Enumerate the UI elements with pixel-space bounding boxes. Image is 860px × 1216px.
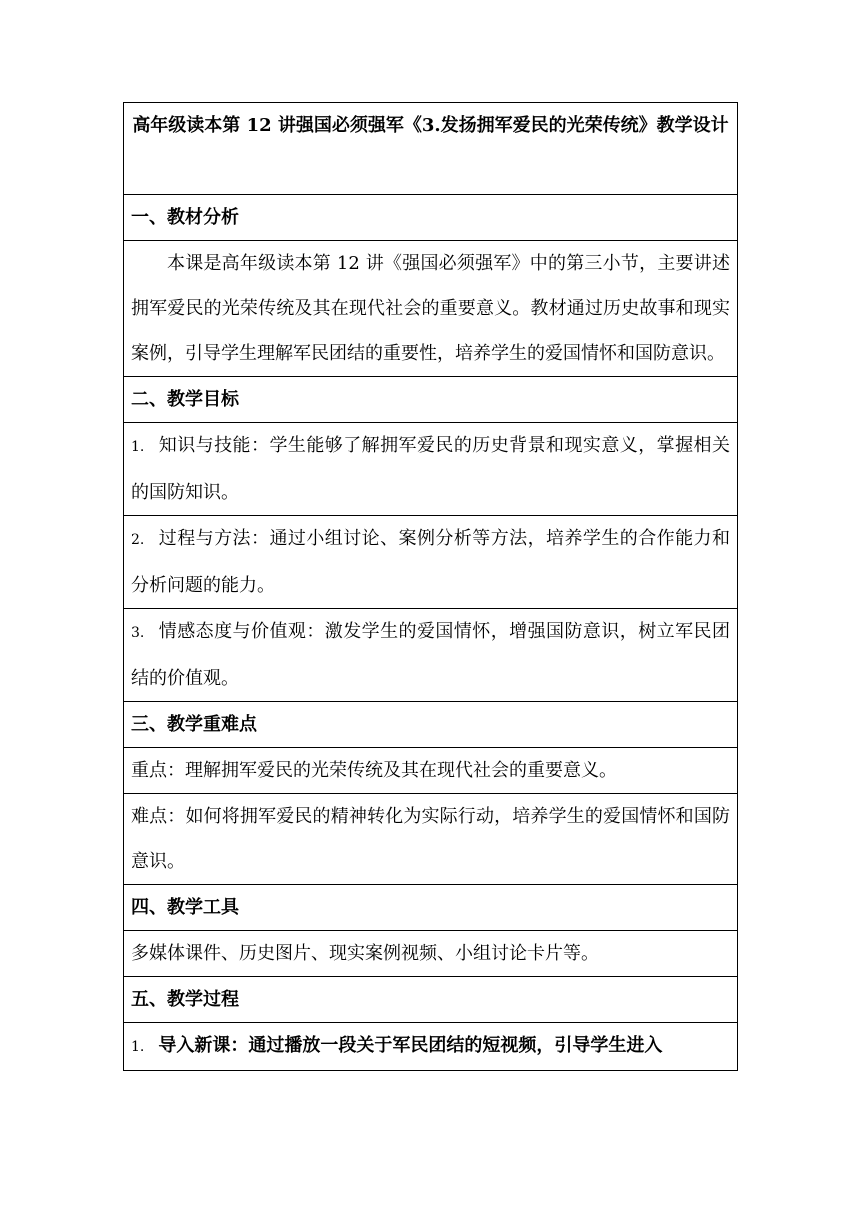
goal-number: 2. [131,532,145,548]
key-point-row [124,748,738,794]
section-heading-row [124,977,738,1023]
teaching-tools-text: 多媒体课件、历史图片、现实案例视频、小组讨论卡片等。 [124,931,738,977]
difficulty-row [124,794,738,885]
lesson-plan-table [123,102,738,1071]
section-heading-teaching-process: 五、教学过程 [124,977,738,1023]
goal-text: 知识与技能：学生能够了解拥军爱民的历史背景和现实意义，掌握相关的国防知识。 [131,435,730,503]
process-item [124,1023,738,1071]
goal-item [124,423,738,516]
process-text: 导入新课：通过播放一段关于军民团结的短视频，引导学生进入 [158,1035,663,1056]
goal-text: 过程与方法：通过小组讨论、案例分析等方法，培养学生的合作能力和分析问题的能力。 [131,528,730,596]
goal-row [124,423,738,516]
section-heading-row [124,702,738,748]
title-row [124,103,738,195]
goal-number: 1. [131,439,145,455]
section-heading-teaching-goals: 二、教学目标 [124,377,738,423]
key-point-text: 重点：理解拥军爱民的光荣传统及其在现代社会的重要意义。 [124,748,738,794]
section-heading-row [124,885,738,931]
goal-number: 3. [131,625,145,641]
section-heading-row [124,377,738,423]
goal-text: 情感态度与价值观：激发学生的爱国情怀，增强国防意识，树立军民团结的价值观。 [131,621,730,689]
section-heading-row [124,195,738,241]
document-title: 高年级读本第 12 讲强国必须强军《3.发扬拥军爱民的光荣传统》教学设计 [124,103,738,195]
material-analysis-paragraph: 本课是高年级读本第 12 讲《强国必须强军》中的第三小节，主要讲述拥军爱民的光荣传统及其在现代社会的重要意义。教材通过历史故事和现实案例，引导学生理解军民团结的重要性，培养学生的爱国情怀和国防意识。 [124,241,738,377]
goal-row [124,516,738,609]
goal-row [124,609,738,702]
process-number: 1. [131,1039,145,1055]
section-heading-key-difficulties: 三、教学重难点 [124,702,738,748]
paragraph-row [124,241,738,377]
section-heading-teaching-tools: 四、教学工具 [124,885,738,931]
tools-row [124,931,738,977]
difficulty-text: 难点：如何将拥军爱民的精神转化为实际行动，培养学生的爱国情怀和国防意识。 [124,794,738,885]
goal-item [124,516,738,609]
process-row [124,1023,738,1071]
goal-item [124,609,738,702]
section-heading-material-analysis: 一、教材分析 [124,195,738,241]
